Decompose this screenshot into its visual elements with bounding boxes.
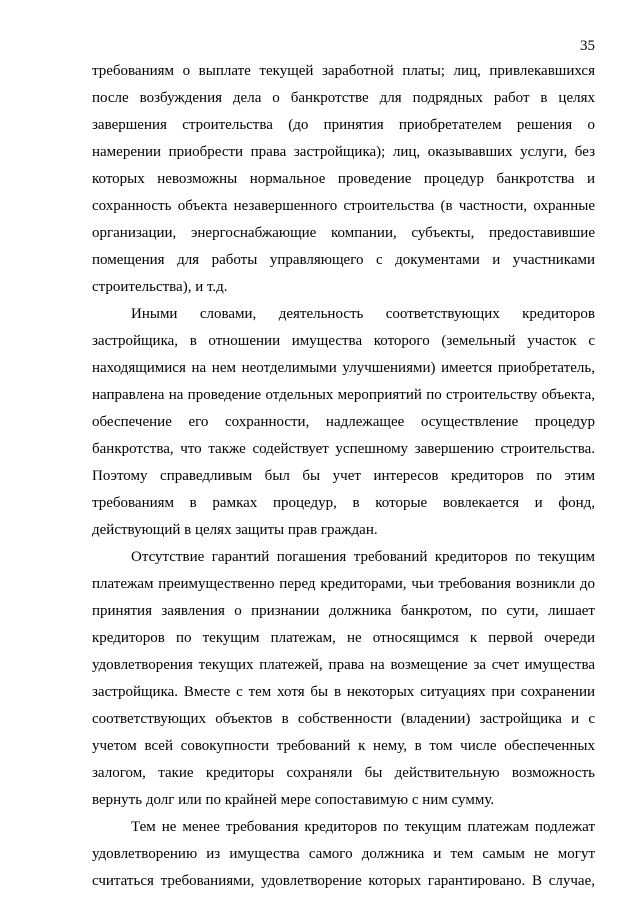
- text-line: находящимися на нем неотделимыми улучшениями) имеется приобретатель,: [92, 360, 595, 376]
- text-line: принятия заявления о признании должника банкротом, по сути, лишает: [92, 603, 595, 619]
- text-line: учетом всей совокупности требований к нему, в том числе обеспеченных: [92, 738, 595, 754]
- text-line: Отсутствие гарантий погашения требований кредиторов по текущим: [131, 549, 595, 565]
- text-line: платежам преимущественно перед кредиторами, чьи требования возникли до: [92, 576, 595, 592]
- text-line: залогом, такие кредиторы сохраняли бы действительную возможность: [92, 765, 595, 781]
- text-line: удовлетворения текущих платежей, права на возмещение за счет имущества: [92, 657, 595, 673]
- page-number: 35: [580, 38, 595, 54]
- text-line: намерении приобрести права застройщика); лиц, оказывавших услуги, без: [92, 144, 595, 160]
- text-line: банкротства, что также содействует успешному завершению строительства.: [92, 441, 595, 457]
- text-line: организации, энергоснабжающие компании, субъекты, предоставившие: [92, 225, 595, 241]
- text-line: которых невозможны нормальное проведение процедур банкротства и: [92, 171, 595, 187]
- text-line: действующий в целях защиты прав граждан.: [92, 522, 378, 538]
- text-line: застройщика, в отношении имущества которого (земельный участок с: [92, 333, 595, 349]
- text-line: удовлетворению из имущества самого должника и тем самым не могут: [92, 846, 595, 862]
- text-line: вернуть долг или по крайней мере сопоставимую с ним сумму.: [92, 792, 495, 808]
- text-line: считаться требованиями, удовлетворение которых гарантировано. В случае,: [92, 873, 595, 889]
- text-line: требованиям о выплате текущей заработной платы; лиц, привлекавшихся: [92, 63, 595, 79]
- text-line: требованиям в рамках процедур, в которые вовлекается и фонд,: [92, 495, 595, 511]
- text-line: после возбуждения дела о банкротстве для подрядных работ в целях: [92, 90, 595, 106]
- text-line: направлена на проведение отдельных мероприятий по строительству объекта,: [92, 387, 595, 403]
- text-line: соответствующих объектов в собственности (владении) застройщика и с: [92, 711, 595, 727]
- text-line: строительства), и т.д.: [92, 279, 228, 295]
- text-line: Тем не менее требования кредиторов по текущим платежам подлежат: [131, 819, 595, 835]
- text-line: Иными словами, деятельность соответствующих кредиторов: [131, 306, 595, 322]
- text-line: застройщика. Вместе с тем хотя бы в некоторых ситуациях при сохранении: [92, 684, 595, 700]
- text-line: сохранность объекта незавершенного строительства (в частности, охранные: [92, 198, 595, 214]
- text-line: кредиторов по текущим платежам, не относящимся к первой очереди: [92, 630, 595, 646]
- text-line: обеспечение его сохранности, надлежащее осуществление процедур: [92, 414, 595, 430]
- text-line: помещения для работы управляющего с документами и участниками: [92, 252, 595, 268]
- text-line: Поэтому справедливым был бы учет интересов кредиторов по этим: [92, 468, 595, 484]
- text-line: завершения строительства (до принятия приобретателем решения о: [92, 117, 595, 133]
